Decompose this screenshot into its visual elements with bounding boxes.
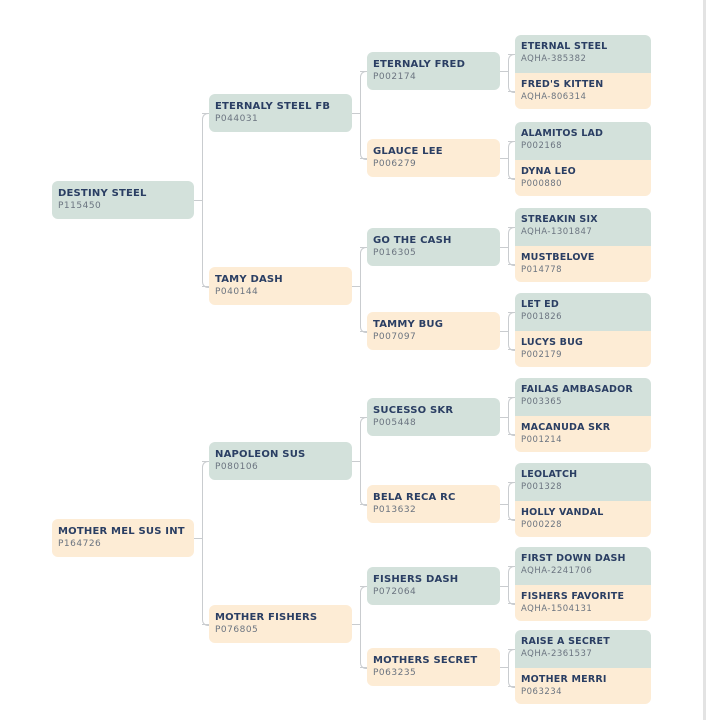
connector-bracket [202, 461, 210, 626]
horse-card-gen4-4[interactable] [515, 208, 651, 246]
connector-line [202, 624, 209, 625]
registration-number: P002174 [373, 72, 417, 82]
horse-card-gen4-3[interactable] [515, 160, 651, 196]
horse-card-gen4-2[interactable] [515, 122, 651, 160]
connector-line [508, 482, 515, 483]
connector-line [508, 91, 515, 92]
connector-bracket [202, 113, 210, 288]
connector-line [508, 54, 515, 55]
horse-name: ETERNAL STEEL [521, 41, 608, 52]
horse-card-gen4-7[interactable] [515, 331, 651, 367]
registration-number: P040144 [215, 287, 259, 297]
horse-name: FISHERS DASH [373, 574, 459, 585]
horse-name: MUSTBELOVE [521, 252, 595, 263]
horse-card-gen2-2[interactable] [209, 442, 352, 480]
registration-number: P072064 [373, 587, 417, 597]
horse-card-gen4-10[interactable] [515, 463, 651, 501]
registration-number: P076805 [215, 625, 259, 635]
registration-number: P002168 [521, 141, 563, 151]
connector-line [508, 227, 515, 228]
connector-line [360, 586, 367, 587]
horse-card-gen3-5[interactable] [367, 485, 500, 523]
connector-line [360, 158, 367, 159]
horse-name: MACANUDA SKR [521, 422, 611, 433]
horse-card-gen1-1[interactable] [52, 519, 194, 557]
connector-line [352, 624, 360, 625]
horse-name: NAPOLEON SUS [215, 449, 306, 460]
connector-line [500, 504, 508, 505]
connector-line [194, 538, 202, 539]
registration-number: P115450 [58, 201, 102, 211]
registration-number: P001826 [521, 312, 563, 322]
horse-name: SUCESSO SKR [373, 405, 454, 416]
horse-name: GLAUCE LEE [373, 146, 443, 157]
scrollbar[interactable] [703, 0, 706, 720]
connector-line [508, 649, 515, 650]
horse-card-gen3-2[interactable] [367, 228, 500, 266]
horse-name: DYNA LEO [521, 166, 576, 177]
horse-name: FAILAS AMBASADOR [521, 384, 633, 395]
connector-line [352, 286, 360, 287]
connector-line [508, 141, 515, 142]
horse-name: LET ED [521, 299, 559, 310]
horse-card-gen4-9[interactable] [515, 416, 651, 452]
registration-number: P164726 [58, 539, 102, 549]
horse-name: BELA RECA RC [373, 492, 456, 503]
connector-line [508, 397, 515, 398]
registration-number: AQHA-1504131 [521, 604, 593, 614]
horse-card-gen3-0[interactable] [367, 52, 500, 90]
registration-number: P044031 [215, 114, 259, 124]
horse-name: RAISE A SECRET [521, 636, 610, 647]
connector-line [508, 434, 515, 435]
connector-line [352, 461, 360, 462]
registration-number: P007097 [373, 332, 417, 342]
horse-name: FIRST DOWN DASH [521, 553, 626, 564]
connector-line [500, 331, 508, 332]
horse-card-gen3-4[interactable] [367, 398, 500, 436]
connector-line [202, 286, 209, 287]
connector-line [508, 264, 515, 265]
horse-card-gen4-11[interactable] [515, 501, 651, 537]
horse-name: LEOLATCH [521, 469, 578, 480]
horse-card-gen3-3[interactable] [367, 312, 500, 350]
horse-card-gen4-15[interactable] [515, 668, 651, 704]
horse-name: ETERNALY FRED [373, 59, 466, 70]
connector-line [500, 586, 508, 587]
registration-number: P006279 [373, 159, 417, 169]
registration-number: P016305 [373, 248, 417, 258]
connector-line [508, 519, 515, 520]
connector-line [508, 349, 515, 350]
horse-name: TAMMY BUG [373, 319, 444, 330]
horse-card-gen4-13[interactable] [515, 585, 651, 621]
connector-line [508, 566, 515, 567]
horse-card-gen4-8[interactable] [515, 378, 651, 416]
connector-line [500, 417, 508, 418]
horse-name: TAMY DASH [215, 274, 283, 285]
horse-card-gen3-6[interactable] [367, 567, 500, 605]
registration-number: P014778 [521, 265, 563, 275]
connector-line [500, 71, 508, 72]
connector-line [508, 686, 515, 687]
registration-number: P001214 [521, 435, 563, 445]
registration-number: AQHA-2241706 [521, 566, 593, 576]
horse-name: LUCYS BUG [521, 337, 583, 348]
connector-line [360, 417, 367, 418]
connector-line [500, 247, 508, 248]
horse-card-gen4-0[interactable] [515, 35, 651, 73]
connector-line [508, 603, 515, 604]
horse-card-gen4-5[interactable] [515, 246, 651, 282]
connector-line [508, 312, 515, 313]
registration-number: AQHA-2361537 [521, 649, 593, 659]
horse-card-gen2-3[interactable] [209, 605, 352, 643]
connector-line [360, 667, 367, 668]
horse-card-gen2-0[interactable] [209, 94, 352, 132]
registration-number: AQHA-1301847 [521, 227, 593, 237]
registration-number: AQHA-385382 [521, 54, 587, 64]
registration-number: P013632 [373, 505, 417, 515]
registration-number: P063234 [521, 687, 563, 697]
connector-line [360, 247, 367, 248]
horse-name: MOTHER MEL SUS INT [58, 526, 185, 537]
connector-line [500, 158, 508, 159]
registration-number: P003365 [521, 397, 563, 407]
horse-card-gen4-14[interactable] [515, 630, 651, 668]
connector-line [202, 461, 209, 462]
registration-number: P000228 [521, 520, 563, 530]
horse-name: FISHERS FAVORITE [521, 591, 625, 602]
connector-line [352, 113, 360, 114]
horse-name: MOTHER MERRI [521, 674, 607, 685]
horse-name: GO THE CASH [373, 235, 452, 246]
horse-card-gen1-0[interactable] [52, 181, 194, 219]
connector-line [360, 504, 367, 505]
connector-line [508, 178, 515, 179]
horse-card-gen4-6[interactable] [515, 293, 651, 331]
registration-number: P063235 [373, 668, 417, 678]
horse-card-gen2-1[interactable] [209, 267, 352, 305]
horse-card-gen3-7[interactable] [367, 648, 500, 686]
registration-number: P000880 [521, 179, 563, 189]
horse-card-gen4-12[interactable] [515, 547, 651, 585]
horse-name: FRED'S KITTEN [521, 79, 604, 90]
connector-line [360, 71, 367, 72]
horse-card-gen3-1[interactable] [367, 139, 500, 177]
horse-name: ETERNALY STEEL FB [215, 101, 331, 112]
registration-number: P002179 [521, 350, 563, 360]
connector-line [194, 200, 202, 201]
registration-number: P005448 [373, 418, 417, 428]
horse-card-gen4-1[interactable] [515, 73, 651, 109]
horse-name: HOLLY VANDAL [521, 507, 604, 518]
connector-line [202, 113, 209, 114]
registration-number: P001328 [521, 482, 563, 492]
horse-name: MOTHERS SECRET [373, 655, 478, 666]
connector-line [500, 667, 508, 668]
registration-number: AQHA-806314 [521, 92, 587, 102]
registration-number: P080106 [215, 462, 259, 472]
horse-name: MOTHER FISHERS [215, 612, 318, 623]
horse-name: STREAKIN SIX [521, 214, 598, 225]
connector-line [360, 331, 367, 332]
horse-name: ALAMITOS LAD [521, 128, 604, 139]
horse-name: DESTINY STEEL [58, 188, 147, 199]
